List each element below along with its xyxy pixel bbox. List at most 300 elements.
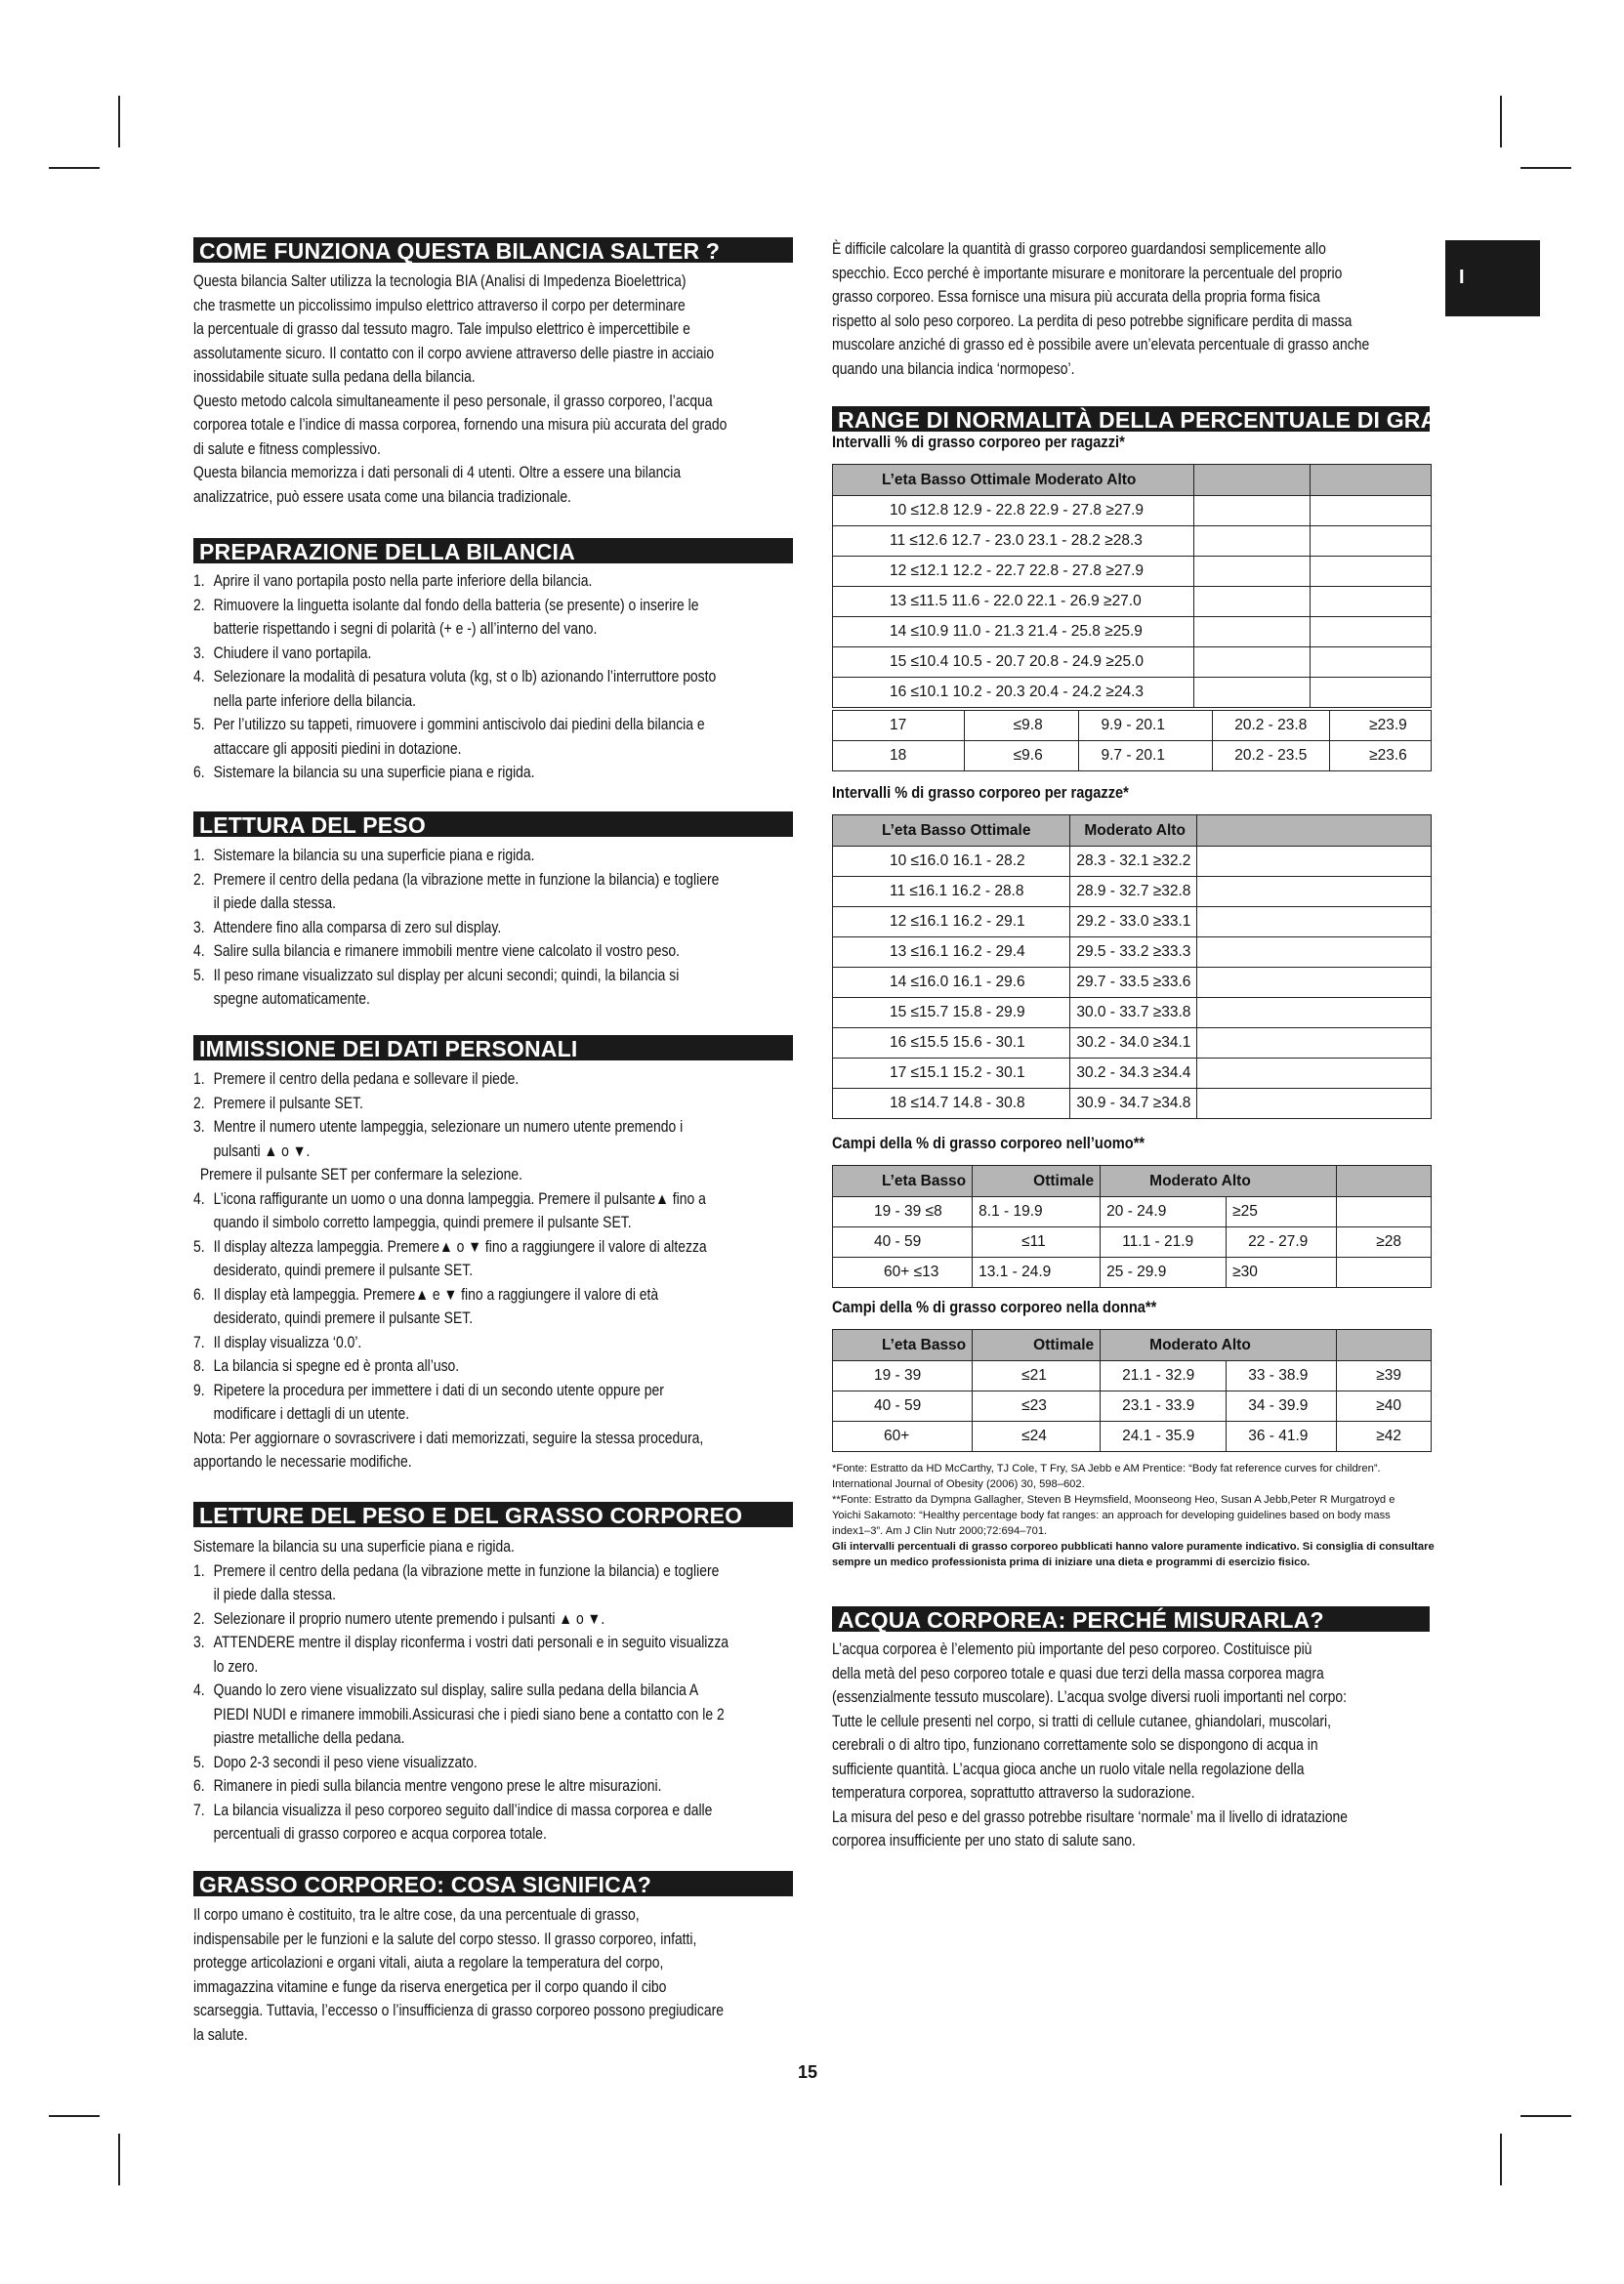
- step-text: lo zero.: [213, 1657, 259, 1676]
- table-cell: [1311, 617, 1432, 647]
- table-cell: 11 ≤16.1 16.2 - 28.8: [833, 877, 1070, 907]
- table-cell: ≥23.6: [1330, 741, 1432, 771]
- step-text: Mentre il numero utente lampeggia, selezionare un numero utente premendo i: [213, 1118, 684, 1136]
- step-text: pulsanti ▲ o ▼.: [213, 1142, 311, 1160]
- step-number: 3.: [193, 918, 205, 936]
- table-cell: ≤21: [973, 1361, 1101, 1391]
- list-item: [193, 761, 792, 785]
- boys-fat-table: [832, 464, 1432, 708]
- table-cell: 16 ≤10.1 10.2 - 20.3 20.4 - 24.2 ≥24.3: [833, 678, 1194, 708]
- step-number: 1.: [193, 1561, 205, 1580]
- list-item: [193, 642, 792, 666]
- table-header-row: [833, 1330, 1432, 1361]
- step-number: 6.: [193, 764, 205, 781]
- table-cell: [1193, 526, 1311, 557]
- text-line: (essenzialmente tessuto muscolare). L’acqua svolge diversi ruoli importanti nel corpo:: [832, 1688, 1347, 1706]
- step-text: batterie rispettando i segni di polarità (+ e -) all’interno del vano.: [213, 620, 598, 638]
- step-text: Ripetere la procedura per immettere i dati di un secondo utente oppure per: [213, 1381, 664, 1399]
- step-text: Premere il centro della pedana (la vibrazione mette in funzione la bilancia) e togliere: [213, 1561, 720, 1580]
- table-row: [833, 998, 1432, 1028]
- step-number: 1.: [193, 1070, 205, 1088]
- step-number: 8.: [193, 1357, 205, 1375]
- table-header-cell: [1337, 1166, 1432, 1197]
- table-row: [833, 496, 1432, 526]
- step-text: Sistemare la bilancia su una superficie piana e rigida.: [213, 764, 535, 781]
- table-cell: [1311, 647, 1432, 678]
- step-text: Rimanere in piedi sulla bilancia mentre vengono prese le altre misurazioni.: [213, 1777, 662, 1795]
- table-row: [833, 1197, 1432, 1227]
- step-number: 2.: [193, 1094, 205, 1112]
- table-cell: 18: [833, 741, 965, 771]
- table-title-girls: Intervalli % di grasso corporeo per ragazze*: [832, 783, 1129, 802]
- table-cell: 19 - 39: [833, 1361, 973, 1391]
- step-text: Premere il centro della pedana e sollevare il piede.: [213, 1070, 520, 1088]
- list-item: [193, 1354, 792, 1379]
- text-line: specchio. Ecco perché è importante misurare e monitorare la percentuale del proprio: [832, 264, 1343, 282]
- table-cell: 12 ≤12.1 12.2 - 22.7 22.8 - 27.8 ≥27.9: [833, 557, 1194, 587]
- footnote-line: index1–3”. Am J Clin Nutr 2000;72:694–701.: [832, 1525, 1048, 1537]
- text-line: È difficile calcolare la quantità di grasso corporeo guardandosi semplicemente allo: [832, 240, 1326, 258]
- step-number: 5.: [193, 966, 205, 984]
- table-cell: 24.1 - 35.9: [1101, 1422, 1227, 1452]
- list-item: [193, 1427, 792, 1474]
- table-cell: [1193, 557, 1311, 587]
- step-text: Rimuovere la linguetta isolante dal fondo della batteria (se presente) o inserire le: [213, 596, 699, 614]
- note-text: Nota: Per aggiornare o sovrascrivere i dati memorizzati, seguire la stessa procedura,: [193, 1429, 704, 1447]
- text-line: L’acqua corporea è l’elemento più importante del peso corporeo. Costituisce più: [832, 1640, 1312, 1658]
- footnote-line: *Fonte: Estratto da HD McCarthy, TJ Cole, T Fry, SA Jebb e AM Prentice: “Body fat reference curves for children”.: [832, 1463, 1381, 1474]
- list-item: [193, 1379, 792, 1427]
- section-heading-preparation: PREPARAZIONE DELLA BILANCIA: [193, 535, 793, 563]
- table-cell: 9.7 - 20.1: [1079, 741, 1213, 771]
- step-number: 4.: [193, 942, 205, 960]
- table-cell: [1311, 678, 1432, 708]
- table-row: [833, 1089, 1432, 1119]
- table-cell: 30.0 - 33.7 ≥33.8: [1070, 998, 1197, 1028]
- list-item: [193, 1559, 792, 1607]
- table-cell: [1197, 907, 1432, 937]
- crop-mark: [49, 2115, 100, 2117]
- table-cell: 28.3 - 32.1 ≥32.2: [1070, 847, 1197, 877]
- step-text: Il display visualizza ‘0.0’.: [213, 1333, 362, 1351]
- list-item: [193, 1751, 792, 1775]
- step-number: 3.: [193, 644, 205, 662]
- list-item: [193, 1679, 792, 1751]
- text-line: che trasmette un piccolissimo impulso elettrico attraverso il corpo per determinare: [193, 296, 686, 314]
- table-header-row: [833, 815, 1432, 847]
- section-heading-body-water: ACQUA CORPOREA: PERCHÉ MISURARLA?: [832, 1603, 1430, 1632]
- step-text: il piede dalla stessa.: [213, 894, 337, 912]
- table-cell: 12 ≤16.1 16.2 - 29.1: [833, 907, 1070, 937]
- step-text: desiderato, quindi premere il pulsante SET.: [213, 1309, 474, 1327]
- table-header-cell: [1311, 465, 1432, 496]
- step-number: 1.: [193, 847, 205, 864]
- list-item: [193, 1163, 792, 1187]
- step-text: Il display altezza lampeggia. Premere▲ o ▼ fino a raggiungere il valore di altezza: [213, 1237, 707, 1256]
- text-line: La misura del peso e del grasso potrebbe risultare ‘normale’ ma il livello di idratazione: [832, 1807, 1348, 1826]
- girls-fat-table: [832, 814, 1432, 1119]
- weight-reading-steps: [193, 844, 792, 1012]
- table-cell: 14 ≤16.0 16.1 - 29.6: [833, 968, 1070, 998]
- table-header-cell: Moderato Alto: [1070, 815, 1197, 847]
- table-cell: [1197, 847, 1432, 877]
- table-header-cell: [1197, 815, 1432, 847]
- table-cell: ≥28: [1337, 1227, 1432, 1258]
- table-cell: ≤9.8: [964, 711, 1079, 741]
- table-cell: 60+ ≤13: [833, 1258, 973, 1288]
- step-text: Attendere fino alla comparsa di zero sul display.: [213, 918, 502, 936]
- list-item: [193, 964, 792, 1012]
- table-row: [833, 1227, 1432, 1258]
- table-cell: [1337, 1197, 1432, 1227]
- step-text: Chiudere il vano portapila.: [213, 644, 372, 662]
- table-cell: 40 - 59: [833, 1227, 973, 1258]
- footnote-line: **Fonte: Estratto da Dympna Gallagher, Steven B Heymsfield, Moonseong Heo, Susan A Jebb,Peter R Murgatroyd e: [832, 1494, 1395, 1506]
- step-number: 1.: [193, 572, 205, 590]
- table-row: [833, 1391, 1432, 1422]
- step-number: 4.: [193, 1682, 205, 1699]
- table-row: [833, 907, 1432, 937]
- table-cell: 19 - 39 ≤8: [833, 1197, 973, 1227]
- table-cell: ≤9.6: [964, 741, 1079, 771]
- table-cell: 29.2 - 33.0 ≥33.1: [1070, 907, 1197, 937]
- table-row: [833, 526, 1432, 557]
- step-number: 3.: [193, 1118, 205, 1136]
- list-item: [193, 1331, 792, 1355]
- step-text: piastre metalliche della pedana.: [213, 1729, 405, 1747]
- step-number: 4.: [193, 1189, 205, 1208]
- table-header-cell: L’eta Basso: [833, 1166, 973, 1197]
- table-header-cell: Moderato Alto: [1101, 1330, 1337, 1361]
- table-title-women: Campi della % di grasso corporeo nella donna**: [832, 1298, 1157, 1316]
- table-cell: 60+: [833, 1422, 973, 1452]
- list-item: [193, 569, 792, 594]
- step-number: 7.: [193, 1333, 205, 1351]
- text-line: corporea insufficiente per uno stato di salute sano.: [832, 1832, 1136, 1849]
- table-row: [833, 647, 1432, 678]
- step-text: Quando lo zero viene visualizzato sul display, salire sulla pedana della bilancia A: [213, 1682, 699, 1699]
- table-cell: 25 - 29.9: [1101, 1258, 1227, 1288]
- table-cell: [1197, 1089, 1432, 1119]
- table-cell: [1197, 998, 1432, 1028]
- step-number: 9.: [193, 1381, 205, 1399]
- list-item: [193, 1235, 792, 1283]
- list-item: [193, 868, 792, 916]
- footnotes: [832, 1461, 1437, 1570]
- step-text: attaccare gli appositi piedini in dotazione.: [213, 739, 462, 758]
- table-cell: 13 ≤16.1 16.2 - 29.4: [833, 937, 1070, 968]
- list-item: [193, 713, 792, 761]
- table-cell: ≤23: [973, 1391, 1101, 1422]
- text-line: corporea totale e l’indice di massa corporea, fornendo una misura più accurata del grado: [193, 416, 728, 434]
- step-number: 3.: [193, 1634, 205, 1651]
- table-cell: [1193, 587, 1311, 617]
- language-tab-label: I: [1459, 267, 1465, 288]
- table-cell: [1197, 1028, 1432, 1059]
- step-number: 6.: [193, 1285, 205, 1304]
- step-text: Selezionare la modalità di pesatura voluta (kg, st o lb) azionando l’interruttore posto: [213, 668, 717, 685]
- table-header-row: [833, 1166, 1432, 1197]
- text-line: sufficiente quantità. L’acqua gioca anche un ruolo vitale nella regolazione della: [832, 1760, 1305, 1778]
- step-number: 5.: [193, 716, 205, 733]
- text-line: Tutte le cellule presenti nel corpo, si tratti di cellule cutanee, ghiandolari, muscolari,: [832, 1712, 1331, 1730]
- list-item: [193, 665, 792, 713]
- table-cell: 9.9 - 20.1: [1079, 711, 1213, 741]
- table-row: [833, 1361, 1432, 1391]
- crop-mark: [49, 167, 100, 169]
- intro-text: Sistemare la bilancia su una superficie piana e rigida.: [193, 1538, 515, 1556]
- table-row: [833, 1028, 1432, 1059]
- table-cell: 11 ≤12.6 12.7 - 23.0 23.1 - 28.2 ≥28.3: [833, 526, 1194, 557]
- list-item: [193, 1774, 792, 1799]
- table-cell: [1197, 968, 1432, 998]
- step-number: 6.: [193, 1777, 205, 1795]
- table-header-cell: [1193, 465, 1311, 496]
- list-item: [193, 1607, 792, 1632]
- table-cell: 23.1 - 33.9: [1101, 1391, 1227, 1422]
- table-cell: ≥39: [1337, 1361, 1432, 1391]
- table-header-cell: Moderato Alto: [1101, 1166, 1337, 1197]
- men-fat-table: [832, 1165, 1432, 1288]
- table-cell: 11.1 - 21.9: [1101, 1227, 1227, 1258]
- how-it-works-text: [193, 270, 793, 509]
- step-text: Selezionare il proprio numero utente premendo i pulsanti ▲ o ▼.: [213, 1609, 605, 1628]
- step-number: 2.: [193, 870, 205, 889]
- table-cell: [1311, 496, 1432, 526]
- step-text: La bilancia si spegne ed è pronta all’uso.: [213, 1357, 460, 1375]
- crop-mark: [1520, 2115, 1571, 2117]
- crop-mark: [118, 96, 120, 147]
- step-text: Aprire il vano portapila posto nella parte inferiore della bilancia.: [213, 572, 593, 590]
- table-cell: [1311, 526, 1432, 557]
- list-item: [193, 1092, 792, 1116]
- text-line: la salute.: [193, 2025, 248, 2044]
- table-cell: [1311, 587, 1432, 617]
- table-cell: 13.1 - 24.9: [973, 1258, 1101, 1288]
- table-row: [833, 1422, 1432, 1452]
- table-cell: 40 - 59: [833, 1391, 973, 1422]
- table-header-cell: [1337, 1330, 1432, 1361]
- table-cell: ≥30: [1227, 1258, 1337, 1288]
- table-row: [833, 1059, 1432, 1089]
- step-text: desiderato, quindi premere il pulsante SET.: [213, 1262, 474, 1279]
- table-cell: 15 ≤15.7 15.8 - 29.9: [833, 998, 1070, 1028]
- crop-mark: [1500, 2134, 1502, 2185]
- table-cell: 10 ≤12.8 12.9 - 22.8 22.9 - 27.8 ≥27.9: [833, 496, 1194, 526]
- list-item: [193, 1631, 792, 1679]
- step-text: Premere il pulsante SET per confermare la selezione.: [199, 1166, 523, 1184]
- table-cell: 8.1 - 19.9: [973, 1197, 1101, 1227]
- step-text: L’icona raffigurante un uomo o una donna lampeggia. Premere il pulsante▲ fino a: [213, 1189, 706, 1208]
- step-text: Premere il centro della pedana (la vibrazione mette in funzione la bilancia) e togliere: [213, 870, 720, 889]
- table-cell: 17: [833, 711, 965, 741]
- table-cell: 20.2 - 23.5: [1213, 741, 1330, 771]
- list-item: [193, 844, 792, 868]
- list-item: [193, 1067, 792, 1092]
- text-line: Il corpo umano è costituito, tra le altre cose, da una percentuale di grasso,: [193, 1906, 640, 1924]
- section-heading-normal-ranges: RANGE DI NORMALITÀ DELLA PERCENTUALE DI GRASSO CORPOREO: [832, 403, 1430, 432]
- table-cell: [1197, 937, 1432, 968]
- table-header-cell: L’eta Basso Ottimale: [833, 815, 1070, 847]
- step-text: spegne automaticamente.: [213, 990, 370, 1008]
- disclaimer-line: Gli intervalli percentuali di grasso corporeo pubblicati hanno valore puramente indicativo. Si consiglia di consultare: [832, 1541, 1435, 1553]
- table-cell: [1193, 678, 1311, 708]
- step-number: 2.: [193, 1609, 205, 1628]
- table-cell: [1193, 617, 1311, 647]
- table-row: [833, 877, 1432, 907]
- table-cell: ≤11: [973, 1227, 1101, 1258]
- step-text: modificare i dettagli di un utente.: [213, 1405, 410, 1423]
- list-item: [193, 1283, 792, 1331]
- list-item: [193, 1535, 792, 1559]
- table-cell: 29.5 - 33.2 ≥33.3: [1070, 937, 1197, 968]
- body-water-text: [832, 1638, 1437, 1853]
- table-row: [833, 741, 1432, 771]
- footnote-line: Yoichi Sakamoto: “Healthy percentage body fat ranges: an approach for developing guidelines based on body mass: [832, 1510, 1391, 1521]
- step-text: Per l’utilizzo su tappeti, rimuovere i gommini antiscivolo dai piedini della bilancia e: [213, 716, 705, 733]
- table-cell: [1311, 557, 1432, 587]
- text-line: protegge articolazioni e organi vitali, aiuta a regolare la temperatura del corpo,: [193, 1954, 664, 1972]
- table-cell: [1193, 647, 1311, 678]
- language-tab: [1445, 240, 1540, 316]
- table-cell: [1197, 1059, 1432, 1089]
- step-text: nella parte inferiore della bilancia.: [213, 691, 417, 710]
- text-line: rispetto al solo peso corporeo. La perdita di peso potrebbe significare perdita di massa: [832, 311, 1353, 330]
- text-line: Questa bilancia Salter utilizza la tecnologia BIA (Analisi di Impedenza Bioelettrica): [193, 272, 687, 290]
- step-text: quando il simbolo corretto lampeggia, quindi premere il pulsante SET.: [213, 1214, 632, 1231]
- right-intro-text: [832, 237, 1437, 381]
- step-text: Il peso rimane visualizzato sul display per alcuni secondi; quindi, la bilancia si: [213, 966, 680, 984]
- boys-fat-table-lower: [832, 710, 1432, 771]
- text-line: Questo metodo calcola simultaneamente il peso personale, il grasso corporeo, l’acqua: [193, 392, 713, 410]
- table-cell: 15 ≤10.4 10.5 - 20.7 20.8 - 24.9 ≥25.0: [833, 647, 1194, 678]
- step-number: 5.: [193, 1237, 205, 1256]
- table-cell: 18 ≤14.7 14.8 - 30.8: [833, 1089, 1070, 1119]
- table-cell: [1337, 1258, 1432, 1288]
- step-number: 5.: [193, 1753, 205, 1771]
- weight-fat-steps: [193, 1535, 792, 1847]
- body-fat-meaning-text: [193, 1903, 793, 2047]
- table-cell: ≥23.9: [1330, 711, 1432, 741]
- table-cell: 33 - 38.9: [1227, 1361, 1337, 1391]
- table-title-men: Campi della % di grasso corporeo nell’uomo**: [832, 1134, 1145, 1152]
- text-line: immagazzina vitamine e funge da riserva energetica per il corpo quando il cibo: [193, 1977, 667, 1996]
- list-item: [193, 1187, 792, 1235]
- text-line: inossidabile situate sulla pedana della bilancia.: [193, 368, 476, 386]
- personal-data-steps: [193, 1067, 792, 1474]
- table-cell: 20 - 24.9: [1101, 1197, 1227, 1227]
- step-text: Sistemare la bilancia su una superficie piana e rigida.: [213, 847, 535, 864]
- note-text: apportando le necessarie modifiche.: [193, 1453, 412, 1471]
- text-line: analizzatrice, può essere usata come una bilancia tradizionale.: [193, 487, 571, 506]
- table-header-cell: L’eta Basso Ottimale Moderato Alto: [833, 465, 1194, 496]
- table-header-row: [833, 465, 1432, 496]
- table-row: [833, 678, 1432, 708]
- step-text: ATTENDERE mentre il display riconferma i vostri dati personali e in seguito visualizza: [213, 1634, 729, 1651]
- disclaimer-line: sempre un medico professionista prima di iniziare una dieta e programmi di esercizio fisico.: [832, 1557, 1311, 1568]
- table-cell: 14 ≤10.9 11.0 - 21.3 21.4 - 25.8 ≥25.9: [833, 617, 1194, 647]
- table-cell: ≥25: [1227, 1197, 1337, 1227]
- table-cell: [1197, 877, 1432, 907]
- table-cell: [1193, 496, 1311, 526]
- table-cell: ≤24: [973, 1422, 1101, 1452]
- table-header-cell: Ottimale: [973, 1166, 1101, 1197]
- section-heading-body-fat-meaning: GRASSO CORPOREO: COSA SIGNIFICA?: [193, 1868, 793, 1896]
- step-number: 7.: [193, 1801, 205, 1819]
- text-line: della metà del peso corporeo totale e quasi due terzi della massa corporea magra: [832, 1664, 1324, 1682]
- page-number: 15: [798, 2062, 818, 2082]
- section-heading-weight-fat-readings: LETTURE DEL PESO E DEL GRASSO CORPOREO: [193, 1499, 793, 1527]
- list-item: [193, 916, 792, 940]
- table-cell: 13 ≤11.5 11.6 - 22.0 22.1 - 26.9 ≥27.0: [833, 587, 1194, 617]
- text-line: muscolare anziché di grasso ed è possibile avere un’elevata percentuale di grasso anche: [832, 336, 1370, 353]
- table-row: [833, 617, 1432, 647]
- crop-mark: [118, 2134, 120, 2185]
- table-cell: 21.1 - 32.9: [1101, 1361, 1227, 1391]
- step-text: Il display età lampeggia. Premere▲ e ▼ fino a raggiungere il valore di età: [213, 1285, 659, 1304]
- table-cell: 30.2 - 34.3 ≥34.4: [1070, 1059, 1197, 1089]
- list-item: [193, 1799, 792, 1847]
- table-cell: 28.9 - 32.7 ≥32.8: [1070, 877, 1197, 907]
- section-heading-how-it-works: COME FUNZIONA QUESTA BILANCIA SALTER ?: [193, 234, 793, 263]
- list-item: [193, 594, 792, 642]
- table-cell: 36 - 41.9: [1227, 1422, 1337, 1452]
- table-cell: 22 - 27.9: [1227, 1227, 1337, 1258]
- table-row: [833, 968, 1432, 998]
- text-line: grasso corporeo. Essa fornisce una misura più accurata della propria forma fisica: [832, 288, 1320, 306]
- table-row: [833, 587, 1432, 617]
- table-cell: 17 ≤15.1 15.2 - 30.1: [833, 1059, 1070, 1089]
- table-row: [833, 711, 1432, 741]
- text-line: scarseggia. Tuttavia, l’eccesso o l’insufficienza di grasso corporeo possono pregiudicare: [193, 2002, 724, 2019]
- table-cell: 16 ≤15.5 15.6 - 30.1: [833, 1028, 1070, 1059]
- table-row: [833, 1258, 1432, 1288]
- table-row: [833, 557, 1432, 587]
- table-cell: ≥42: [1337, 1422, 1432, 1452]
- text-line: Questa bilancia memorizza i dati personali di 4 utenti. Oltre a essere una bilancia: [193, 464, 682, 481]
- section-heading-personal-data: IMMISSIONE DEI DATI PERSONALI: [193, 1032, 793, 1060]
- step-text: Salire sulla bilancia e rimanere immobili mentre viene calcolato il vostro peso.: [213, 942, 681, 960]
- text-line: quando una bilancia indica ‘normopeso’.: [832, 359, 1075, 378]
- step-text: La bilancia visualizza il peso corporeo seguito dall’indice di massa corporea e dalle: [213, 1801, 713, 1819]
- text-line: la percentuale di grasso dal tessuto magro. Tale impulso elettrico è impercettibile e: [193, 320, 690, 338]
- text-line: assolutamente sicuro. Il contatto con il corpo avviene attraverso delle piastre in acciaio: [193, 344, 715, 362]
- table-row: [833, 847, 1432, 877]
- text-line: di salute e fitness complessivo.: [193, 439, 381, 458]
- table-cell: 30.2 - 34.0 ≥34.1: [1070, 1028, 1197, 1059]
- step-number: 4.: [193, 668, 205, 685]
- table-header-cell: L’eta Basso: [833, 1330, 973, 1361]
- text-line: temperatura corporea, soprattutto attraverso la sudorazione.: [832, 1784, 1195, 1802]
- table-cell: 10 ≤16.0 16.1 - 28.2: [833, 847, 1070, 877]
- step-text: Dopo 2-3 secondi il peso viene visualizzato.: [213, 1753, 478, 1771]
- section-heading-weight-reading: LETTURA DEL PESO: [193, 809, 793, 837]
- crop-mark: [1520, 167, 1571, 169]
- step-number: 2.: [193, 596, 205, 614]
- step-text: PIEDI NUDI e rimanere immobili.Assicurasi che i piedi siano bene a contatto con le 2: [213, 1705, 725, 1723]
- table-cell: ≥40: [1337, 1391, 1432, 1422]
- table-cell: 30.9 - 34.7 ≥34.8: [1070, 1089, 1197, 1119]
- step-text: il piede dalla stessa.: [213, 1586, 337, 1603]
- table-row: [833, 937, 1432, 968]
- step-text: Premere il pulsante SET.: [213, 1094, 363, 1112]
- women-fat-table: [832, 1329, 1432, 1452]
- crop-mark: [1500, 96, 1502, 147]
- table-title-boys: Intervalli % di grasso corporeo per ragazzi*: [832, 433, 1125, 451]
- table-cell: 20.2 - 23.8: [1213, 711, 1330, 741]
- list-item: [193, 1115, 792, 1163]
- text-line: cerebrali o di altro tipo, funzionano correttamente solo se dispongono di acqua in: [832, 1736, 1318, 1754]
